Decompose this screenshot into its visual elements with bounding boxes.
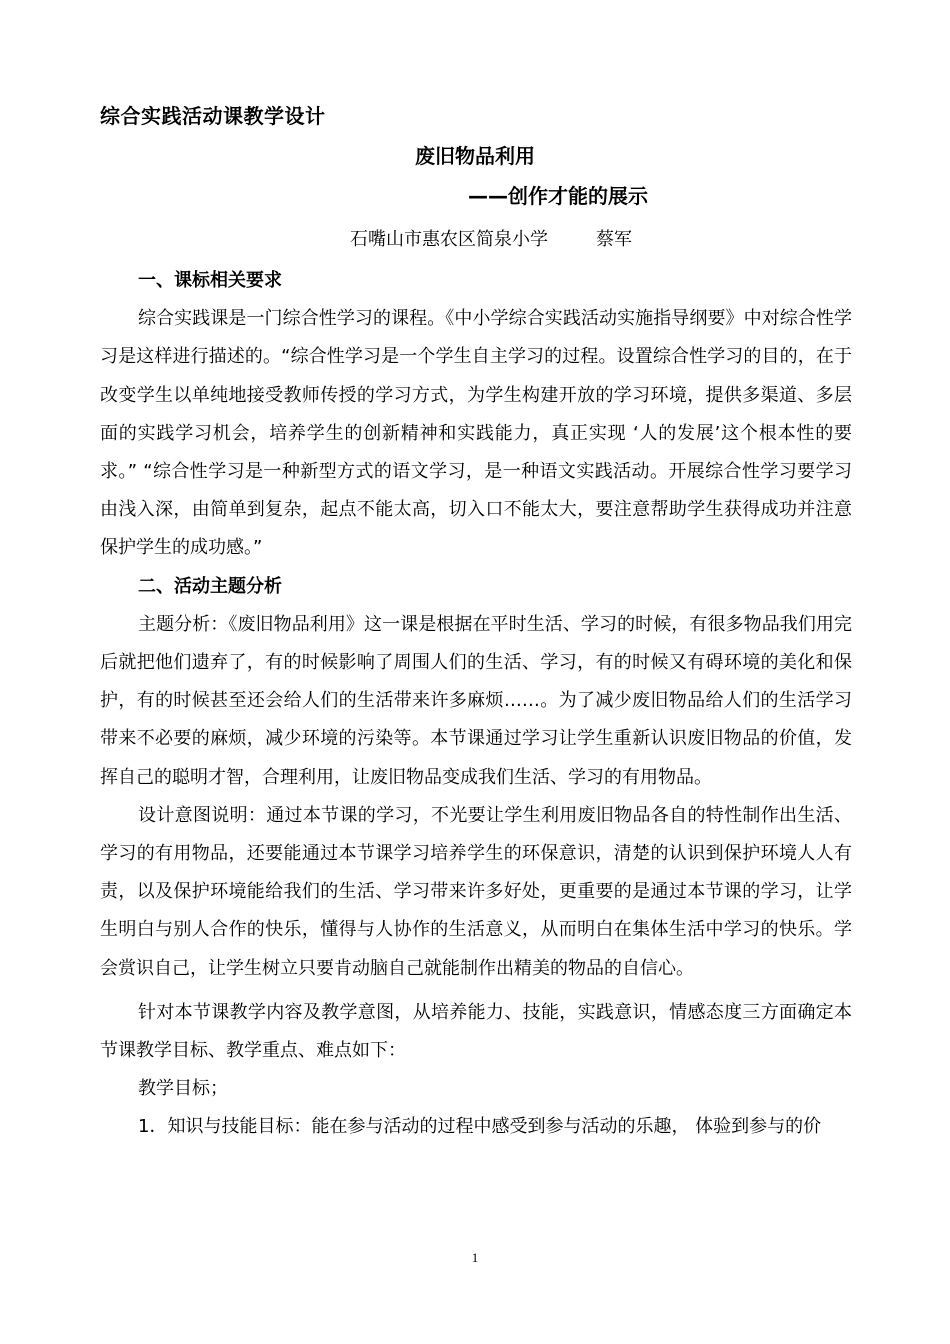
author-school: 石嘴山市惠农区简泉小学 <box>350 229 548 250</box>
paragraph: 设计意图说明：通过本节课的学习，不光要让学生利用废旧物品各自的特性制作出生活、学习的有用物品，还要能通过本节课学习培养学生的环保意识，清楚的认识到保护环境人人有责，以及保护环境能给我们的生活、学习带来许多好处，更重要的是通过本节课的学习，让学生明白与别人合作的快乐，懂得与人协作的生活意义，从而明白在集体生活中学习的快乐。学会赏识自己，让学生树立只要肯动脑自己就能制作出精美的物品的自信心。 <box>100 804 852 979</box>
lesson-subtitle: ——创作才能的展示 <box>468 184 648 208</box>
lesson-title: 废旧物品利用 <box>415 144 535 168</box>
paragraph: 教学目标； <box>138 1078 228 1100</box>
paragraph: 主题分析：《废旧物品利用》这一课是根据在平时生活、学习的时候，有很多物品我们用完后就把他们遗弃了，有的时候影响了周围人们的生活、学习，有的时候又有碍环境的美化和保护，有的时候甚至还会给人们的生活带来许多麻烦……。为了减少废旧物品给人们的生活学习带来不必要的麻烦，减少环境的污染等。本节课通过学习让学生重新认识废旧物品的价值，发挥自己的聪明才智，合理利用，让废旧物品变成我们生活、学习的有用物品。 <box>100 613 852 788</box>
page-number: 1 <box>471 1250 479 1265</box>
paragraph: 针对本节课教学内容及教学意图，从培养能力、技能，实践意识，情感态度三方面确定本节课教学目标、教学重点、难点如下： <box>100 1001 852 1062</box>
paragraph: 1．知识与技能目标：能在参与活动的过程中感受到参与活动的乐趣， 体验到参与的价 <box>138 1116 822 1138</box>
document-title: 综合实践活动课教学设计 <box>100 104 326 128</box>
section-heading: 一、课标相关要求 <box>138 270 282 291</box>
author-name: 蔡军 <box>596 229 632 250</box>
paragraph: 综合实践课是一门综合性学习的课程。《中小学综合实践活动实施指导纲要》中对综合性学习是这样进行描述的。“综合性学习是一个学生自主学习的过程。设置综合性学习的目的，在于改变学生以单纯地接受教师传授的学习方式，为学生构建开放的学习环境，提供多渠道、多层面的实践学习机会，培养学生的创新精神和实践能力，真正实现 ‘人的发展’这个根本性的要求。” “综合性学习是一种新型方式的语文学习，是一种语文实践活动。开展综合性学习要学习由浅入深，由简单到复杂，起点不能太高，切入口不能太大，要注意帮助学生获得成功并注意保护学生的成功感。” <box>100 308 852 559</box>
document-body <box>100 262 852 1147</box>
section-heading: 二、活动主题分析 <box>138 575 282 597</box>
author-line <box>350 226 632 254</box>
